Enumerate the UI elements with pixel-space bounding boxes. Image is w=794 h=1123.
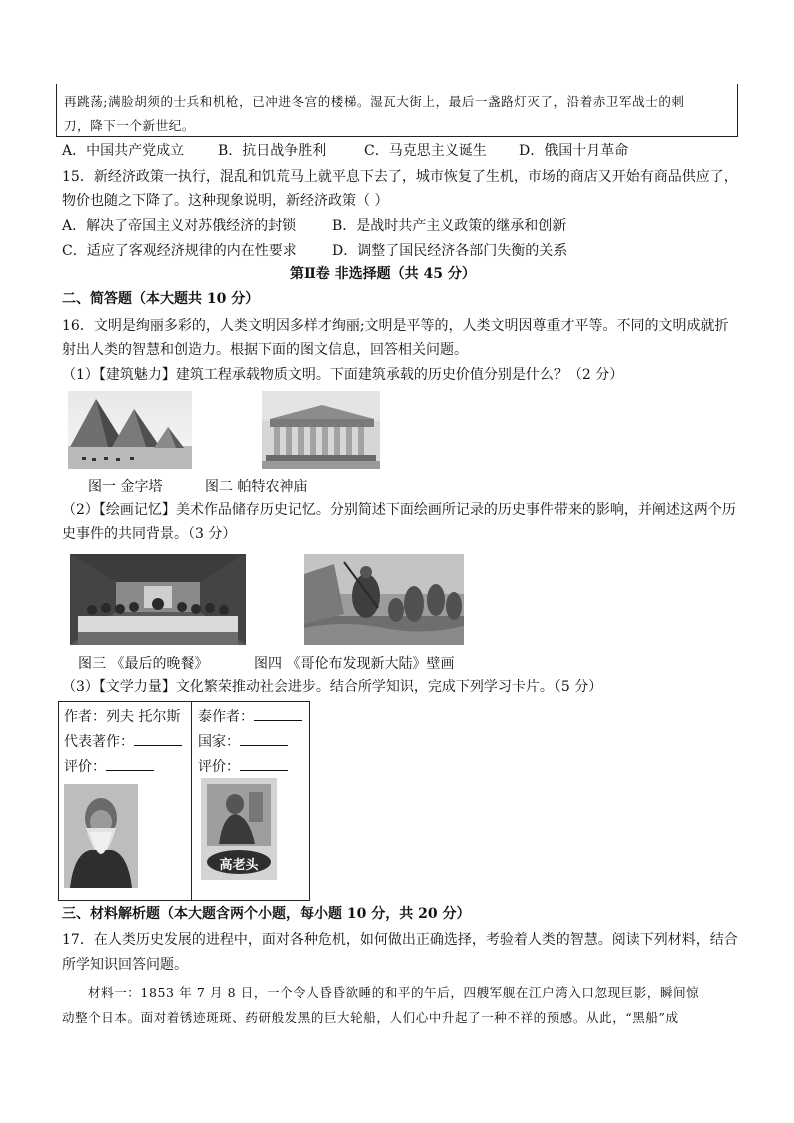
pyramid-image <box>68 391 192 469</box>
q14-option-c[interactable]: C．马克思主义诞生 <box>364 143 487 159</box>
pere-goriot-title: 高老头 <box>219 858 259 873</box>
section3-title: 三、材料解析题（本大题含两个小题，每小题 10 分，共 20 分） <box>62 906 471 922</box>
columbus-mural-image <box>304 554 464 645</box>
card-left-works-label: 代表著作： <box>64 734 134 750</box>
card-left-review-row <box>64 756 154 776</box>
q17-material1-line-2: 动整个日本。面对着锈迹斑斑、药研般发黑的巨大轮船，人们心中升起了一种不祥的预感。从此，“黑船”成 <box>62 1010 679 1025</box>
study-card <box>58 701 310 901</box>
part2-title: 第Ⅱ卷 非选择题（共 45 分） <box>290 266 476 282</box>
study-card-divider <box>191 702 192 900</box>
parthenon-image <box>262 391 380 469</box>
q17-stem-line-2: 所学知识回答问题。 <box>62 957 188 973</box>
card-right-country-row <box>198 731 288 751</box>
q14-option-a[interactable]: A．中国共产党成立 <box>62 143 185 159</box>
card-left-author: 作者：列夫 托尔斯 <box>64 709 181 725</box>
q16-sub2-line-2: 史事件的共同背景。（3 分） <box>62 526 237 542</box>
card-right-country-blank[interactable] <box>240 731 288 746</box>
section2-title: 二、简答题（本大题共 10 分） <box>62 291 260 307</box>
card-left-review-label: 评价： <box>64 759 106 775</box>
q15-option-c[interactable]: C．适应了客观经济规律的内在性要求 <box>62 243 297 259</box>
q15-stem-line-2: 物价也随之下降了。这种现象说明，新经济政策（ ） <box>62 193 389 209</box>
card-right-author-blank[interactable] <box>254 706 302 721</box>
card-right-country-label: 国家： <box>198 734 240 750</box>
card-right-review-row <box>198 756 288 776</box>
q15-stem-line-1: 15．新经济政策一执行，混乱和饥荒马上就平息下去了，城市恢复了生机，市场的商店又开始有商品供应了， <box>62 169 738 185</box>
q16-sub3: （3）【文学力量】文化繁荣推动社会进步。结合所学知识，完成下列学习卡片。（5 分） <box>62 679 603 695</box>
card-right-review-blank[interactable] <box>240 756 288 771</box>
tolstoy-portrait <box>64 784 138 888</box>
last-supper-image <box>70 554 246 645</box>
pere-goriot-cover <box>201 778 277 880</box>
q16-stem-line-1: 16．文明是绚丽多彩的，人类文明因多样才绚丽;文明是平等的，人类文明因尊重才平等。不同的文明成就折 <box>62 318 729 334</box>
card-right-author-row <box>198 706 302 726</box>
q15-option-d[interactable]: D．调整了国民经济各部门失衡的关系 <box>332 243 568 259</box>
card-left-review-blank[interactable] <box>106 756 154 771</box>
q14-option-b[interactable]: B．抗日战争胜利 <box>218 143 327 159</box>
q17-material1-line-1: 材料一：1853 年 7 月 8 日，一个令人昏昏欲睡的和平的午后，四艘军舰在江户湾入口忽现巨影，瞬间惊 <box>88 985 700 1000</box>
card-right-review-label: 评价： <box>198 759 240 775</box>
material-box-line-2: 刀，降下一个新世纪。 <box>64 118 196 133</box>
figure-4-caption: 图四 《哥伦布发现新大陆》壁画 <box>254 656 455 672</box>
q14-option-d[interactable]: D．俄国十月革命 <box>519 143 629 159</box>
q16-sub2-line-1: （2）【绘画记忆】美术作品储存历史记忆。分别简述下面绘画所记录的历史事件带来的影响，并阐述这两个历 <box>62 502 736 518</box>
q16-sub1: （1）【建筑魅力】建筑工程承载物质文明。下面建筑承载的历史价值分别是什么？（2 分） <box>62 367 624 383</box>
card-left-works-row <box>64 731 182 751</box>
figure-1-caption: 图一 金字塔 <box>88 479 163 495</box>
q16-stem-line-2: 射出人类的智慧和创造力。根据下面的图文信息，回答相关问题。 <box>62 342 468 358</box>
figure-3-caption: 图三 《最后的晚餐》 <box>78 656 209 672</box>
q15-option-b[interactable]: B．是战时共产主义政策的继承和创新 <box>332 218 567 234</box>
figure-2-caption: 图二 帕特农神庙 <box>205 479 308 495</box>
card-left-works-blank[interactable] <box>134 731 182 746</box>
q15-option-a[interactable]: A．解决了帝国主义对苏俄经济的封锁 <box>62 218 297 234</box>
card-right-author-label: 泰作者： <box>198 709 254 725</box>
material-box-line-1: 再跳荡;满脸胡须的士兵和机枪，已冲进冬宫的楼梯。湿瓦大街上，最后一盏路灯灭了，沿着赤卫军战士的刺 <box>64 94 685 109</box>
q17-stem-line-1: 17．在人类历史发展的进程中，面对各种危机，如何做出正确选择，考验着人类的智慧。阅读下列材料，结合 <box>62 932 738 948</box>
